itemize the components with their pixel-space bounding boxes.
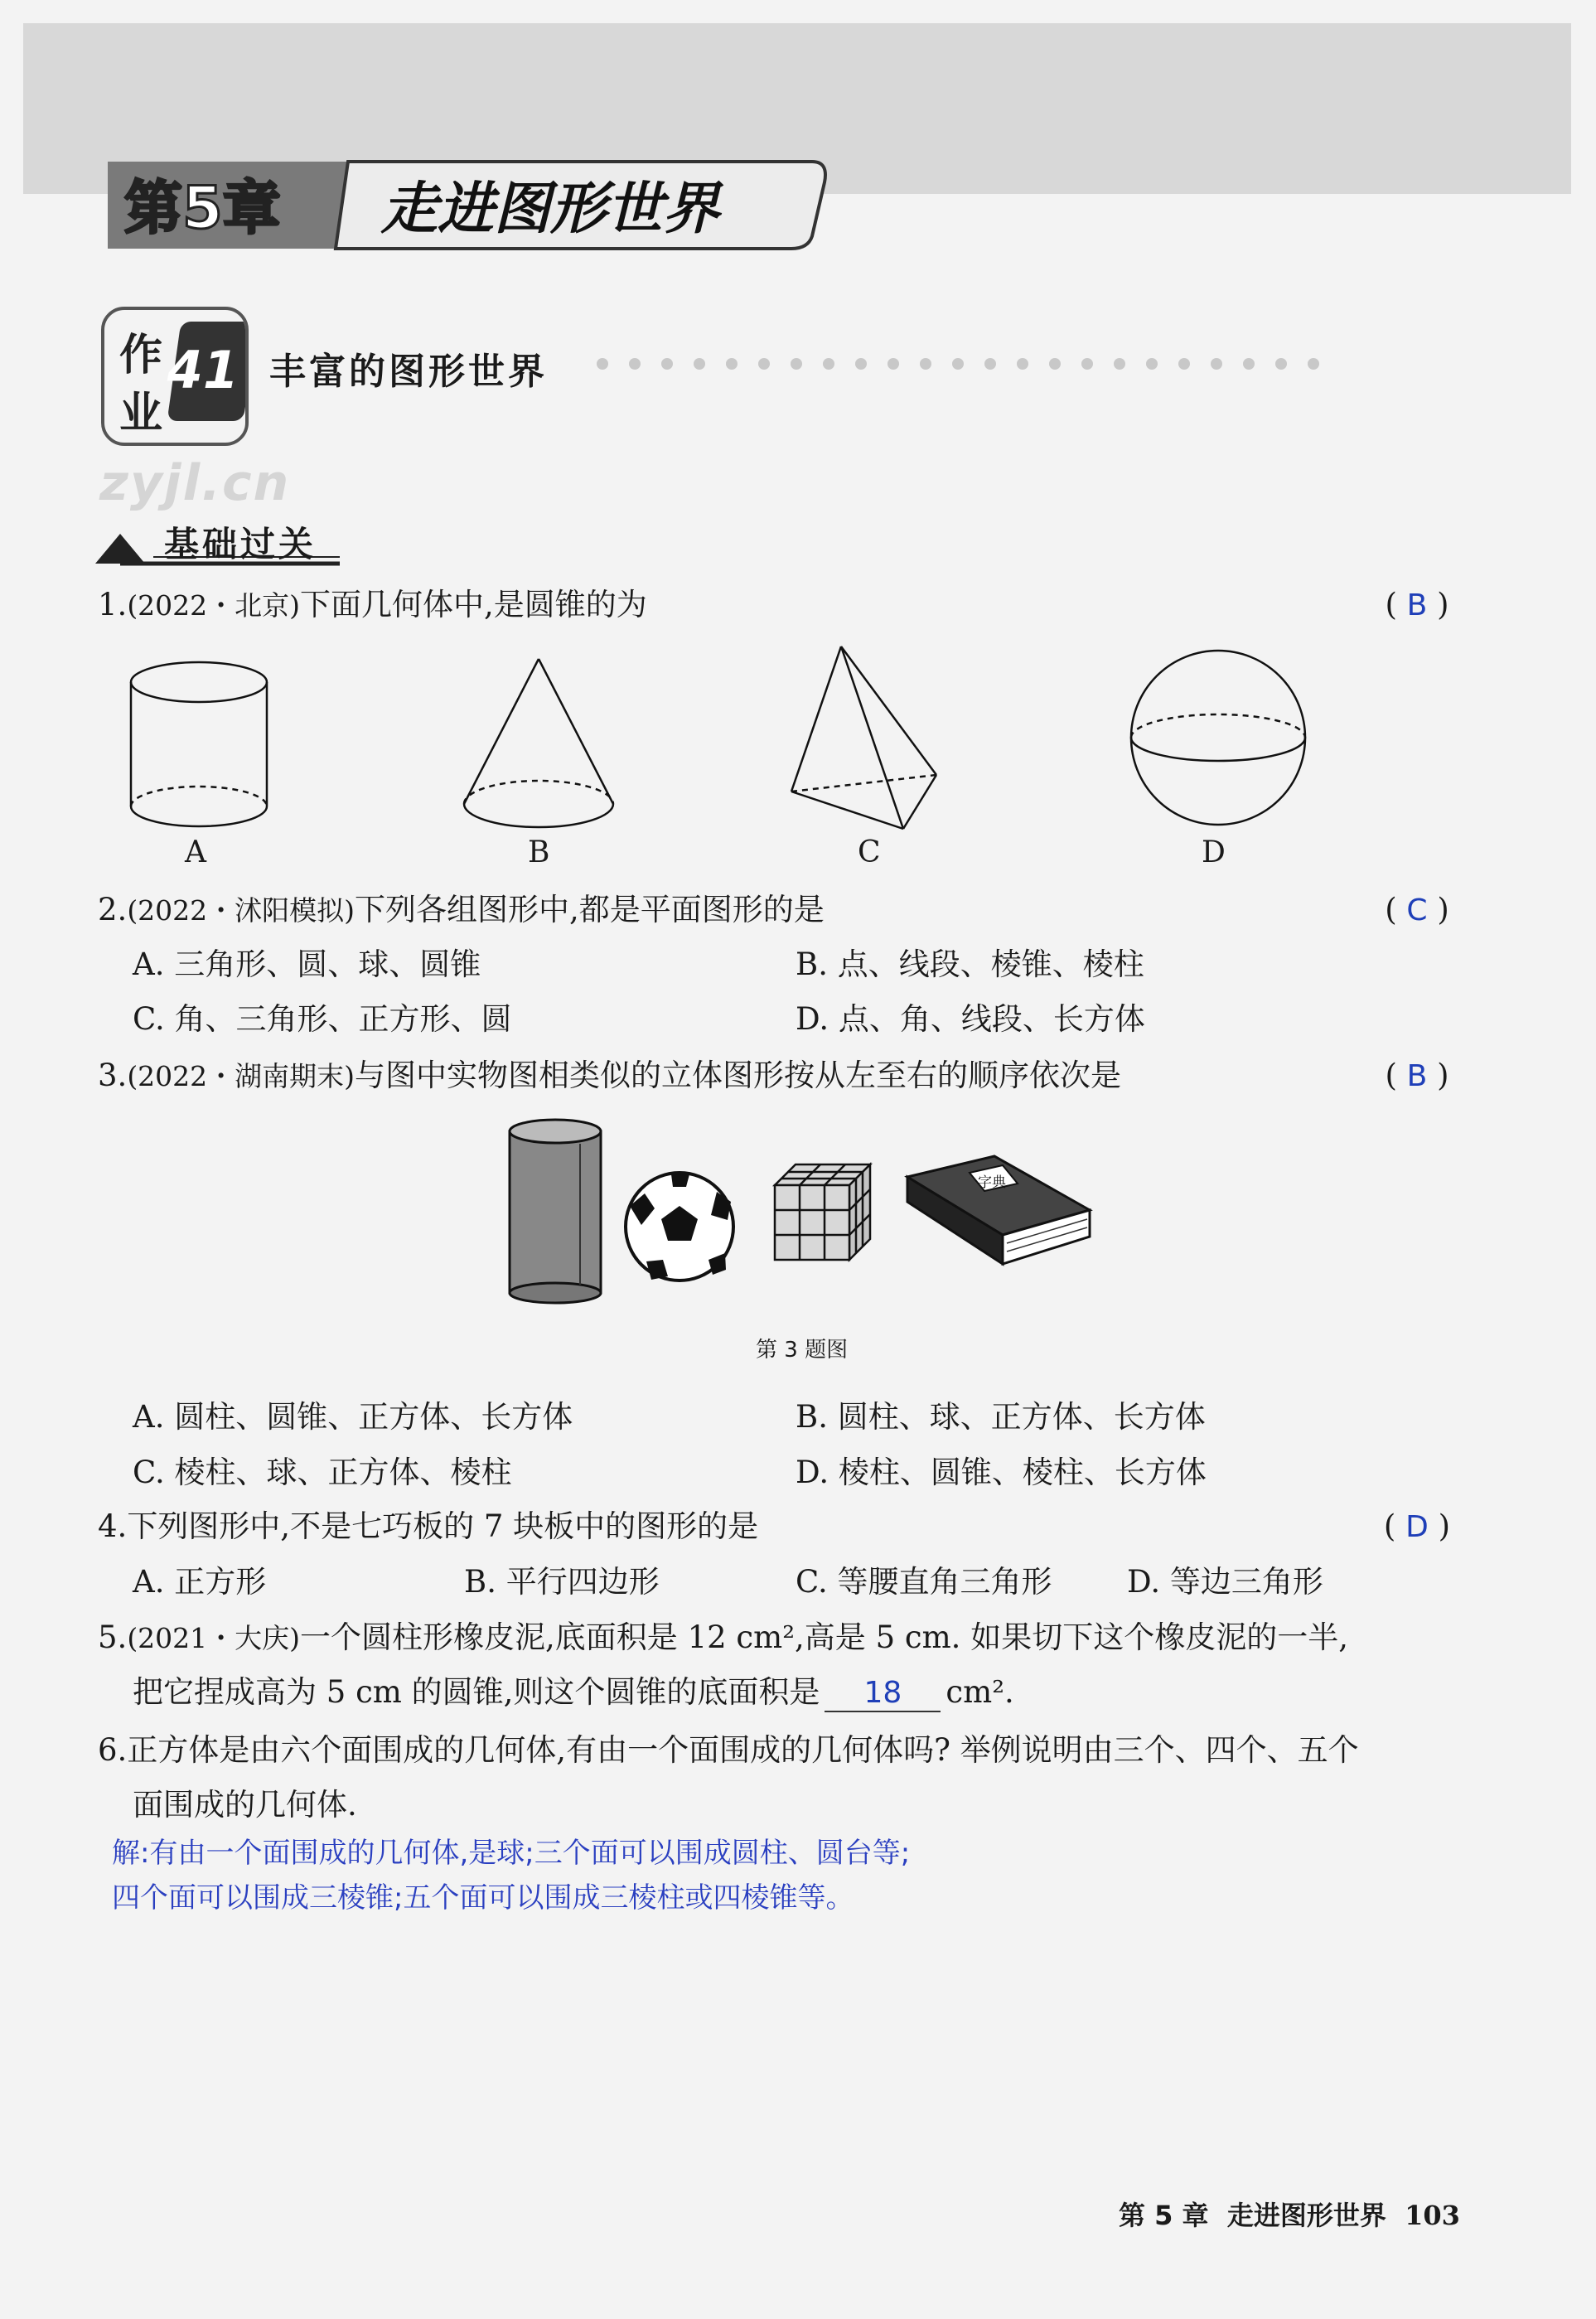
option-a: A. 圆柱、圆锥、正方体、长方体 [133,1399,573,1435]
page-number: 103 [1405,2200,1460,2231]
solution-line-1: 解:有由一个面围成的几何体,是球;三个面可以围成圆柱、圆台等; [112,1837,911,1870]
cone-shape [464,659,613,827]
question-1 [98,587,647,623]
homework-number: 41 [167,340,239,400]
question-source: (2022・湖南期末) [127,1060,355,1092]
q3-objects-figure [497,1111,1110,1310]
cube-object [775,1164,870,1260]
question-stem: 一个圆柱形橡皮泥,底面积是 12 cm²,高是 5 cm. 如果切下这个橡皮泥的一半, [300,1619,1348,1655]
dictionary-object [907,1156,1090,1264]
question-5 [98,1619,1348,1656]
option-c: C. 等腰直角三角形 [796,1564,1052,1600]
solution-line-2: 四个面可以围成三棱锥;五个面可以围成三棱柱或四棱锥等。 [112,1881,854,1915]
question-2 [98,892,825,928]
option-d: D. 点、角、线段、长方体 [796,1001,1145,1037]
question-stem: 正方体是由六个面围成的几何体,有由一个面围成的几何体吗? 举例说明由三个、四个、五个 [127,1732,1359,1768]
figure-label-d: D [1202,835,1226,869]
cylinder-shape [131,662,267,826]
answer-bracket-1: ( B ) [1385,587,1449,622]
section-title: 基础过关 [164,524,317,564]
answer-2: C [1406,893,1428,927]
soccer-ball-object [626,1173,733,1281]
option-c: C. 角、三角形、正方形、圆 [133,1001,512,1037]
question-number: 1. [98,587,128,622]
q1-solids-figure [116,642,1326,874]
question-number: 2. [98,892,128,927]
option-b: B. 平行四边形 [464,1564,660,1600]
chapter-banner [99,145,829,253]
can-object [510,1120,601,1303]
figure-label-a: A [185,835,206,869]
question-source: (2021・大庆) [127,1622,301,1654]
answer-3: B [1406,1059,1428,1093]
option-b: B. 圆柱、球、正方体、长方体 [796,1399,1206,1435]
homework-badge [101,307,249,446]
figure-caption: 第 3 题图 [756,1338,849,1363]
question-source: (2022・沭阳模拟) [127,894,355,927]
answer-5-blank: 18 [825,1675,941,1712]
question-5-line2 [133,1674,1014,1712]
option-a: A. 正方形 [133,1564,267,1600]
question-4 [98,1508,758,1545]
question-3 [98,1058,1121,1094]
watermark: zyjl.cn [99,454,291,512]
sphere-shape [1131,651,1305,825]
title-dot-leader [597,358,1319,370]
homework-label-bottom: 业 [119,389,163,438]
answer-bracket-3: ( B ) [1385,1058,1449,1093]
question-source: (2022・北京) [127,589,301,622]
option-b: B. 点、线段、棱锥、棱柱 [796,946,1144,982]
question-number: 3. [98,1058,128,1093]
page-footer [1119,2195,1460,2233]
footer-title: 走进图形世界 [1226,2200,1386,2231]
chapter-title: 走进图形世界 [381,177,720,242]
chapter-label: 第5章 [124,174,281,242]
figure-label-b: B [528,835,550,869]
answer-bracket-4: ( D ) [1383,1508,1451,1544]
answer-1: B [1406,588,1428,622]
question-stem: 与图中实物图相类似的立体图形按从左至右的顺序依次是 [355,1058,1122,1093]
question-stem: 下列各组图形中,都是平面图形的是 [355,892,825,927]
question-text: 把它捏成高为 5 cm 的圆锥,则这个圆锥的底面积是 [133,1674,820,1710]
figure-label-c: C [858,835,881,869]
question-number: 6. [98,1732,128,1768]
pyramid-shape [791,646,936,829]
question-number: 5. [98,1619,128,1655]
answer-bracket-2: ( C ) [1385,892,1449,927]
book-label: 字典 [978,1174,1006,1191]
question-text: cm². [946,1674,1014,1710]
question-number: 4. [98,1508,128,1544]
answer-4: D [1405,1510,1429,1544]
homework-title: 丰富的图形世界 [269,351,548,393]
question-stem: 下列图形中,不是七巧板的 7 块板中的图形的是 [127,1508,759,1544]
question-stem: 下面几何体中,是圆锥的为 [300,587,647,622]
option-c: C. 棱柱、球、正方体、棱柱 [133,1455,512,1490]
footer-chapter: 第 5 章 [1119,2200,1209,2231]
option-a: A. 三角形、圆、球、圆锥 [133,946,481,982]
option-d: D. 等边三角形 [1127,1564,1323,1600]
question-6-line2: 面围成的几何体. [133,1787,357,1823]
question-6 [98,1732,1359,1769]
homework-label-top: 作 [119,331,163,380]
option-d: D. 棱柱、圆锥、棱柱、长方体 [796,1455,1207,1490]
